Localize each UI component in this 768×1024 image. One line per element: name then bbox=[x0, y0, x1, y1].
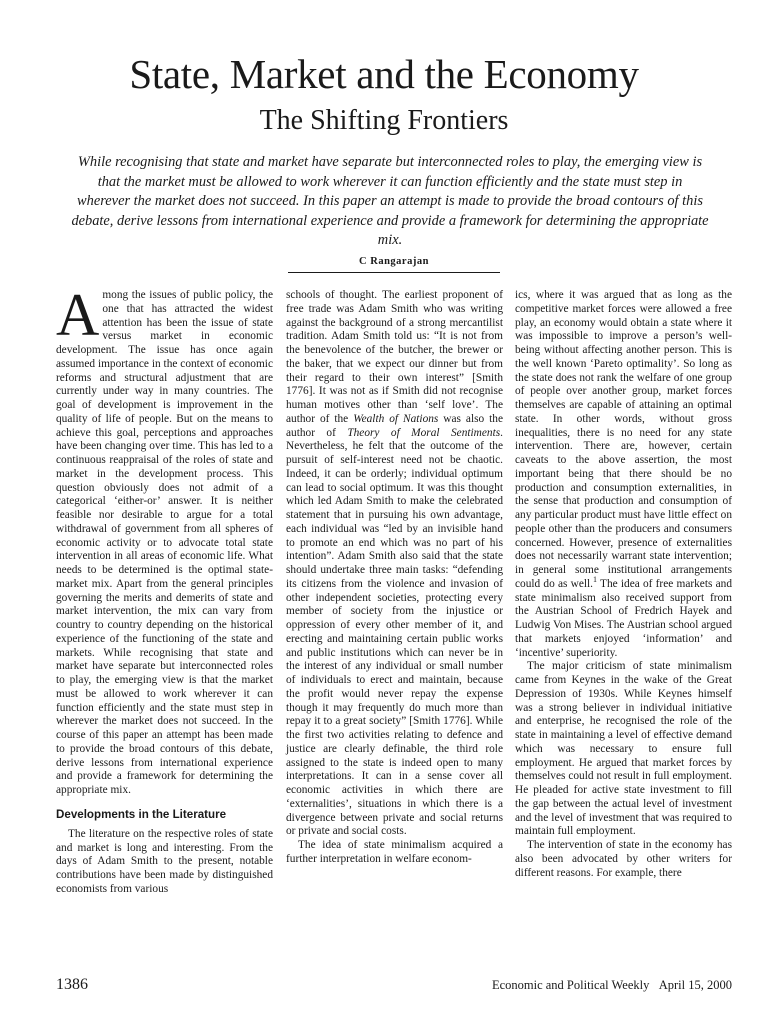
section-heading: Developments in the Literature bbox=[56, 807, 227, 821]
article-title: State, Market and the Economy bbox=[129, 51, 639, 97]
abstract: While recognising that state and market have separate but interconnected roles to play, the emerging view is that the market must be allowed to work wherever it can function efficiently and the state must step in wherever the market does not succeed. In this paper an attempt is made to provide the broad contours of this debate, derive lessons from international experience and provide a framework for determining the appropriate mix. bbox=[71, 154, 709, 248]
paragraph-text: The idea of free markets and state minimalism also received support from the Austrian School of Fredrich Hayek and Ludwig Von Mises. The Austrian school argued that markets enjoyed ‘information’ and ‘incentive’ superiority. bbox=[515, 577, 732, 659]
author-name: C Rangarajan bbox=[359, 256, 429, 267]
page-number: 1386 bbox=[56, 976, 88, 993]
paragraph-text: mong the issues of public policy, the one that has attracted the widest attention has been the issue of state versus market in economic development. The issue has once again assumed importance in the context of economic reforms and structural adjustment that are currently under way in many countries. The goal of development is improvement in the quality of life of people. But on the means to achieve this goal, perceptions and approaches have been changing over time. This has led to a continuous reappraisal of the roles of state and market in the development process. This question obviously does not admit of a categorical ‘either-or’ answer. It is neither feasible nor desirable to argue for a total withdrawal of government from all spheres of economic activity or to advocate total state intervention in all areas of economic life. What needs to be determined is the optimal state-market mix. Apart from the general principles governing the merits and demerits of state and market intervention, the mix can vary from country to country depending on the historical experience of the functioning of the state and markets. While recognising that state and market have separate but interconnected roles to play, the emerging view is that the market must be allowed to work wherever it can function efficiently and the state must step in wherever the market does not succeed. In the course of this paper an attempt has been made to provide the broad contours of this debate, derive lessons from international experience and provide a framework for determining the appropriate mix. bbox=[56, 289, 273, 796]
paragraph: The idea of state minimalism acquired a further interpretation in welfare econom- bbox=[286, 839, 503, 865]
paragraph-text: was also the author of bbox=[286, 412, 504, 439]
paragraph: The major criticism of state minimalism came from Keynes in the wake of the Great Depression of 1930s. While Keynes himself was a strong believer in individual initiative and enterprise, he recognised the role of the state in maintaining a level of effective demand which was necessary to ensure full employment. He argued that market forces by themselves could not result in full employment. He pleaded for active state investment to fill the gap between the actual level of investment and the level of investment that was required to maintain full employment. bbox=[515, 660, 732, 838]
book-title: Wealth of Nations bbox=[353, 412, 439, 425]
book-title: Theory of Moral Sentiments bbox=[347, 426, 501, 439]
paragraph-text: . Nevertheless, he felt that the outcome of the pursuit of self-interest need not be chaotic. Indeed, it can be orderly; individual optimum can lead to social optimum. It was this thought which led Adam Smith to make the celebrated statement that in pursuing his own advantage, each individual was “led by an invisible hand to promote an end which was no part of his intention”. Adam Smith also said that the state should undertake three main tasks: “defending its citizens from the violence and invasion of other independent societies, protecting every member of society from the injustice or oppression of every other member of it, and erecting and maintaining certain public works and public institutions which can never be in the interest of any individual or small number of individuals to erect and maintain, because the profit would never repay the expense though it may frequently do much more than repay it to a great society” [Smith 1776]. While the first two activities relating to defence and justice are clearly definable, the third role assigned to the state is indeed open to many interpretations. It can in a sense cover all economic activities in which there are ‘externalities’, situations in which there is a divergence between private and social returns or private and social costs. bbox=[286, 426, 503, 838]
text-column-3 bbox=[515, 289, 732, 880]
footnote-marker: 1 bbox=[593, 574, 598, 584]
article-subtitle: The Shifting Frontiers bbox=[259, 105, 509, 136]
issue-date: April 15, 2000 bbox=[658, 978, 732, 992]
paragraph: The literature on the respective roles of state and market is long and interesting. From the days of Adam Smith to the present, notable contributions have been made by distinguished economists from various bbox=[56, 827, 273, 895]
paragraph bbox=[515, 289, 732, 660]
text-column-2 bbox=[286, 289, 503, 867]
paragraph: The intervention of state in the economy has also been advocated by other writers for different reasons. For example, there bbox=[515, 839, 732, 879]
journal-footer bbox=[492, 975, 732, 995]
paragraph-text: schools of thought. The earliest proponent of free trade was Adam Smith who was writing against the background of a strong mercantilist tradition. Adam Smith told us: “It is not from the benevolence of the butcher, the brewer or the baker, that we expect our dinner but from their regard to their own interest” [Smith 1776]. It was not as if Smith did not recognise human motives other than ‘self love’. The author of the bbox=[286, 289, 503, 425]
paragraph-text: ics, where it was argued that as long as the competitive market forces were allowed a free play, an economy would obtain a state where it was impossible to improve a person’s well-being without affecting another person. This is the well known ‘Pareto optimality’. So long as the state does not rank the welfare of one group of people over another group, market forces themselves are capable of attaining an optimal state. In other words, without gross inequalities, there is no need for any state intervention. There are, however, certain caveats to the above assertion, the most important being that there should be no production and consumption externalities, in the sense that production and consumption of any particular product must have little effect on people other than the producers and consumers concerned. However, presence of externalities does not necessarily warrant state intervention; in general some institutional arrangements could do as well. bbox=[515, 289, 732, 590]
author-divider bbox=[288, 272, 500, 273]
paragraph bbox=[286, 289, 503, 839]
text-column-1 bbox=[56, 282, 273, 897]
drop-cap: A bbox=[56, 282, 100, 348]
paragraph bbox=[56, 282, 273, 798]
journal-name: Economic and Political Weekly bbox=[491, 978, 650, 992]
